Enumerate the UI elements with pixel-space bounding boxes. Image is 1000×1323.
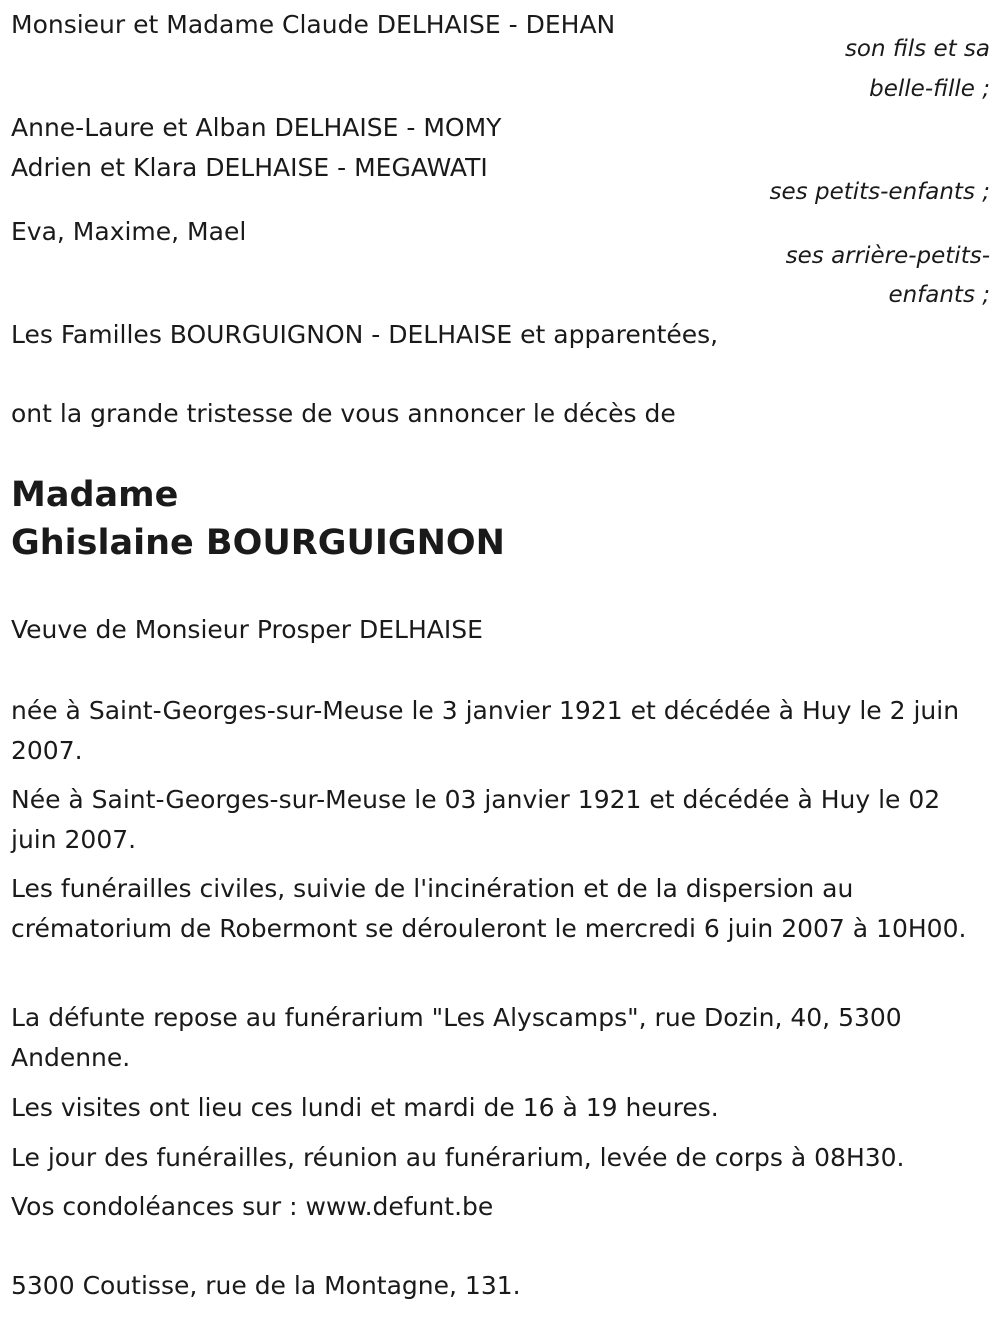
son-couple: Monsieur et Madame Claude DELHAISE - DEHAN xyxy=(11,10,616,39)
great-grandchildren-relation-2: enfants ; xyxy=(888,282,990,308)
great-grandchildren-relation-1: ses arrière-petits- xyxy=(785,243,990,269)
great-grandchildren: Eva, Maxime, Mael xyxy=(11,217,247,246)
funeral-info: Les funérailles civiles, suivie de l'incinération et de la dispersion au crématorium de Robermont se dérouleront le mercredi 6 juin 2007 à 10H00. xyxy=(11,874,967,943)
widow-of: Veuve de Monsieur Prosper DELHAISE xyxy=(11,615,483,644)
son-relation-line-1: son fils et sa xyxy=(844,36,990,62)
repose-info: La défunte repose au funérarium "Les Alyscamps", rue Dozin, 40, 5300 Andenne. xyxy=(11,1003,902,1072)
families-line: Les Familles BOURGUIGNON - DELHAISE et apparentées, xyxy=(11,320,719,349)
condolences-info: Vos condoléances sur : www.defunt.be xyxy=(11,1192,494,1221)
visits-info: Les visites ont lieu ces lundi et mardi de 16 à 19 heures. xyxy=(11,1093,719,1122)
son-relation-line-2: belle-fille ; xyxy=(869,76,990,102)
announcement-text: ont la grande tristesse de vous annoncer le décès de xyxy=(11,399,676,428)
birth-death-2: Née à Saint-Georges-sur-Meuse le 03 janvier 1921 et décédée à Huy le 02 juin 2007. xyxy=(11,785,941,854)
deceased-name: Ghislaine BOURGUIGNON xyxy=(11,523,505,563)
deceased-title: Madame xyxy=(11,475,179,515)
funeral-day-info: Le jour des funérailles, réunion au funérarium, levée de corps à 08H30. xyxy=(11,1143,905,1172)
grandchildren-couple-2: Adrien et Klara DELHAISE - MEGAWATI xyxy=(11,153,488,182)
birth-death-1: née à Saint-Georges-sur-Meuse le 3 janvier 1921 et décédée à Huy le 2 juin 2007. xyxy=(11,696,960,765)
address: 5300 Coutisse, rue de la Montagne, 131. xyxy=(11,1271,521,1300)
grandchildren-couple-1: Anne-Laure et Alban DELHAISE - MOMY xyxy=(11,113,502,142)
grandchildren-relation: ses petits-enfants ; xyxy=(769,179,990,205)
